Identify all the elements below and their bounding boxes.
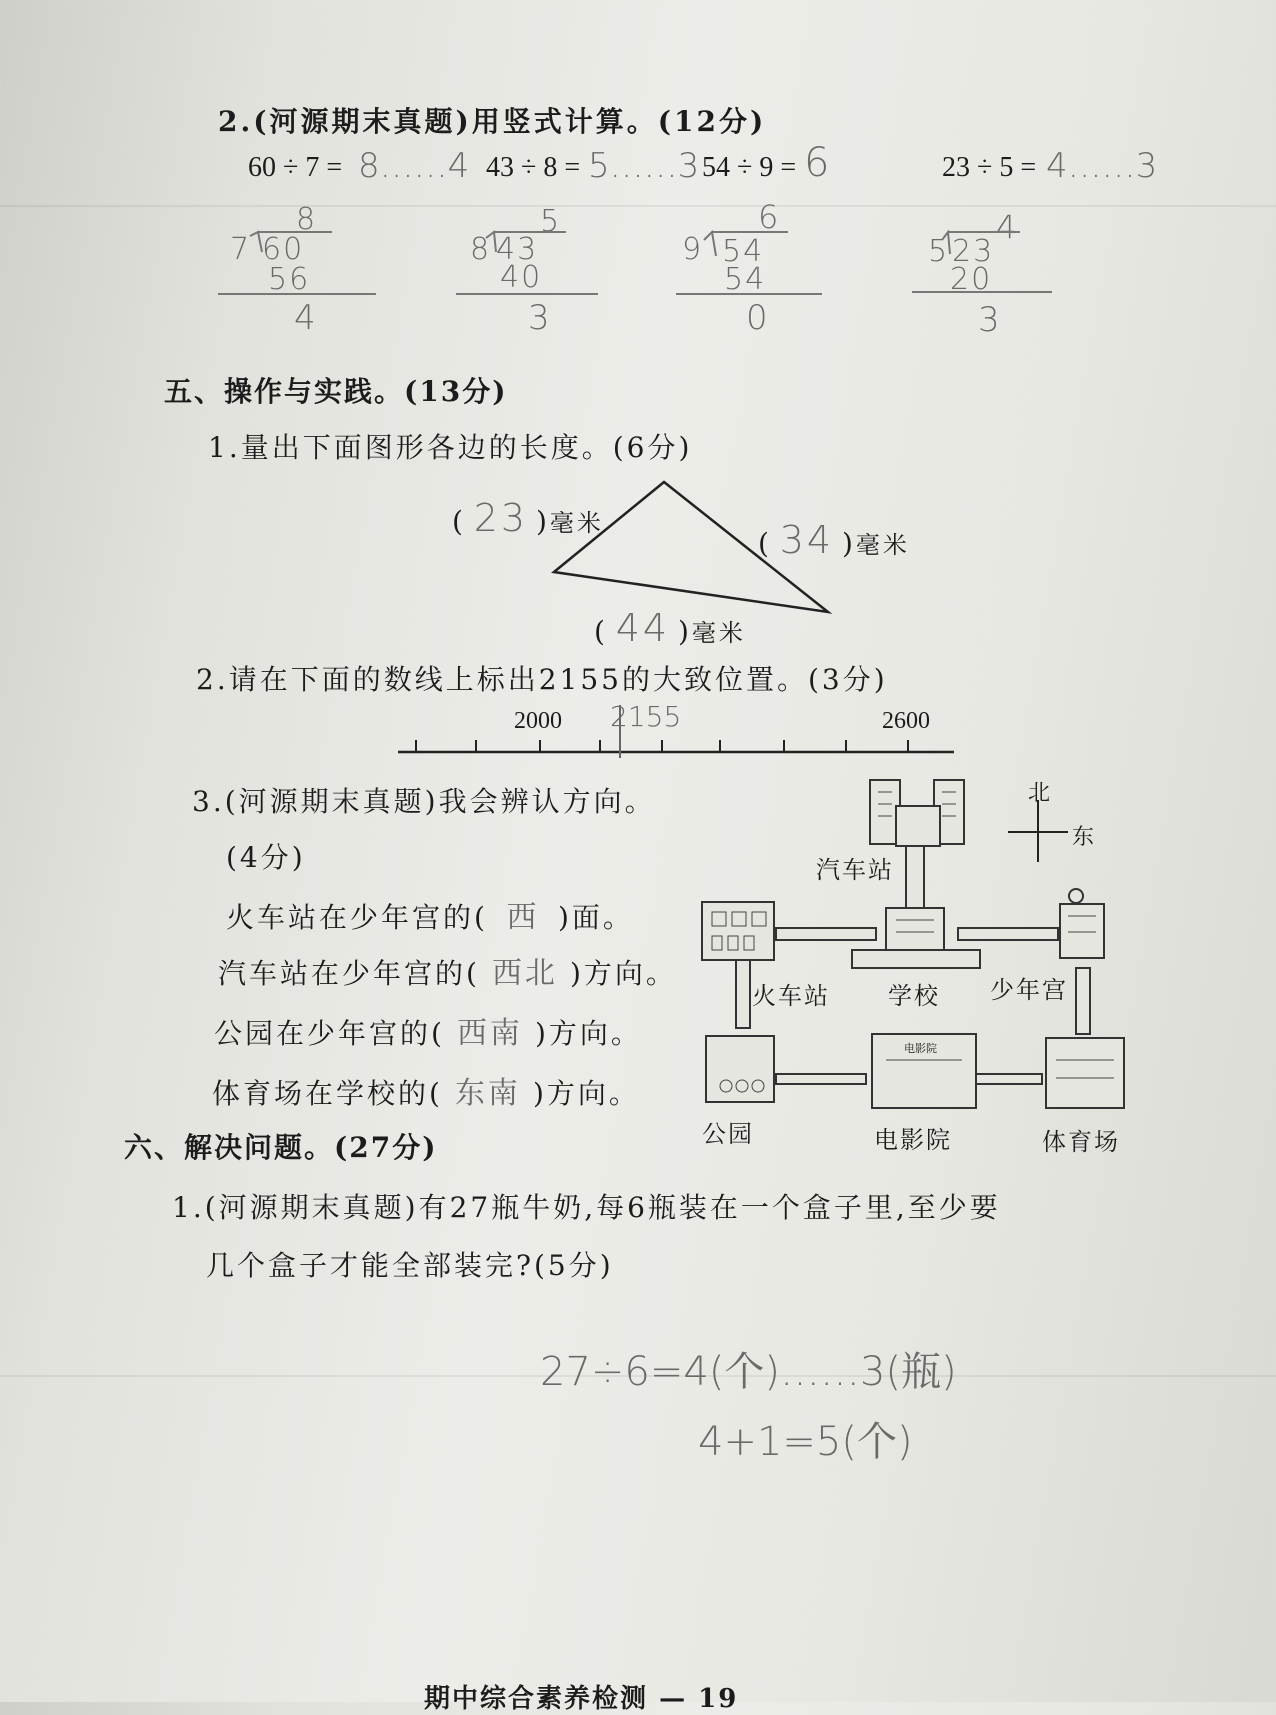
ld2-remainder: 3 <box>528 298 550 338</box>
numberline-right-label: 2600 <box>882 708 930 734</box>
footer-text: 期中综合素养检测 — 19 <box>424 1684 739 1714</box>
ld1-divisor: 7 <box>230 232 250 267</box>
direction-line-2: 汽车站在少年宫的( 西北 )方向。 <box>218 948 677 992</box>
unit-label: 毫米 <box>691 619 746 647</box>
youth-palace-label: 少年宫 <box>990 976 1068 1004</box>
ld2-divisor: 8 <box>470 232 490 267</box>
numberline-left-label: 2000 <box>514 708 562 734</box>
side-bottom-answer: 44 <box>615 606 671 650</box>
compass-east: 东 <box>1072 825 1095 850</box>
ld3-remainder: 0 <box>746 298 768 338</box>
direction-answer-1: 西 <box>506 900 540 935</box>
side-left-label: ( 23 )毫米 <box>452 496 604 540</box>
question-title: 3.(河源期末真题)我会辨认方向。 <box>192 785 656 818</box>
ld3-quotient: 6 <box>758 198 779 236</box>
stadium-label: 体育场 <box>1042 1128 1120 1156</box>
equation-2-answer: 5……3 <box>588 146 700 186</box>
unit-label: 毫米 <box>855 531 910 559</box>
ld1-dividend: 60 <box>262 232 305 267</box>
bus-station-label: 汽车站 <box>816 856 894 884</box>
equation-2: 43 ÷ 8 = <box>486 152 581 183</box>
ld2-dividend: 43 <box>496 232 539 267</box>
park-label: 公园 <box>702 1120 754 1148</box>
train-station-label: 火车站 <box>752 982 830 1010</box>
ld1-quotient: 8 <box>296 202 316 237</box>
question-text-line-1: 1.(河源期末真题)有27瓶牛奶,每6瓶装在一个盒子里,至少要 <box>172 1191 1001 1224</box>
direction-line-3: 公园在少年宫的( 西南 )方向。 <box>214 1008 642 1052</box>
question-title: 2.请在下面的数线上标出2155的大致位置。(3分) <box>196 663 888 696</box>
equation-1: 60 ÷ 7 = <box>248 152 343 183</box>
direction-line-4: 体育场在学校的( 东南 )方向。 <box>212 1068 640 1112</box>
ld4-quotient: 4 <box>996 208 1017 246</box>
ld1-product: 56 <box>268 262 311 297</box>
section-heading: 五、操作与实践。(13分) <box>164 375 508 408</box>
numberline-mark: 2155 <box>610 700 682 733</box>
direction-answer-3: 西南 <box>456 1016 523 1051</box>
section-heading: 六、解决问题。(27分) <box>124 1131 438 1164</box>
ld2-quotient: 5 <box>540 204 560 239</box>
equation-4: 23 ÷ 5 = <box>942 152 1037 183</box>
equation-3: 54 ÷ 9 = <box>702 152 797 183</box>
equation-1-answer: 8……4 <box>358 146 470 186</box>
ld1-remainder: 4 <box>294 298 316 338</box>
side-left-answer: 23 <box>473 496 529 540</box>
direction-answer-4: 东南 <box>454 1076 521 1111</box>
question-text-line-2: 几个盒子才能全部装完?(5分) <box>206 1249 614 1282</box>
handwritten-work-line-2: 4+1=5(个) <box>698 1419 913 1465</box>
question-title: 2.(河源期末真题)用竖式计算。(12分) <box>218 105 767 138</box>
unit-label: 毫米 <box>549 509 604 537</box>
cinema-label: 电影院 <box>874 1126 952 1154</box>
ld4-divisor: 5 <box>928 234 948 269</box>
ld4-remainder: 3 <box>978 300 1000 340</box>
ld4-product: 20 <box>950 262 993 297</box>
direction-line-1: 火车站在少年宫的( 西 )面。 <box>226 892 634 936</box>
ld4-dividend: 23 <box>952 234 995 269</box>
ld3-product: 54 <box>724 262 767 297</box>
side-right-answer: 34 <box>779 518 835 562</box>
ld3-divisor: 9 <box>682 232 702 267</box>
handwritten-work-line-1: 27÷6=4(个)……3(瓶) <box>540 1349 957 1395</box>
cinema-sign: 电影院 <box>904 1042 937 1055</box>
school-label: 学校 <box>888 982 940 1010</box>
equation-3-answer: 6 <box>804 140 830 186</box>
equation-4-answer: 4……3 <box>1046 146 1158 186</box>
ld2-product: 40 <box>500 260 543 295</box>
compass-north: 北 <box>1028 781 1051 806</box>
side-right-label: ( 34 )毫米 <box>758 518 910 562</box>
question-score: (4分) <box>226 841 306 874</box>
ld3-dividend: 54 <box>722 234 765 269</box>
side-bottom-label: ( 44 )毫米 <box>594 606 746 650</box>
direction-answer-2: 西北 <box>491 956 558 991</box>
question-title: 1.量出下面图形各边的长度。(6分) <box>208 431 693 464</box>
